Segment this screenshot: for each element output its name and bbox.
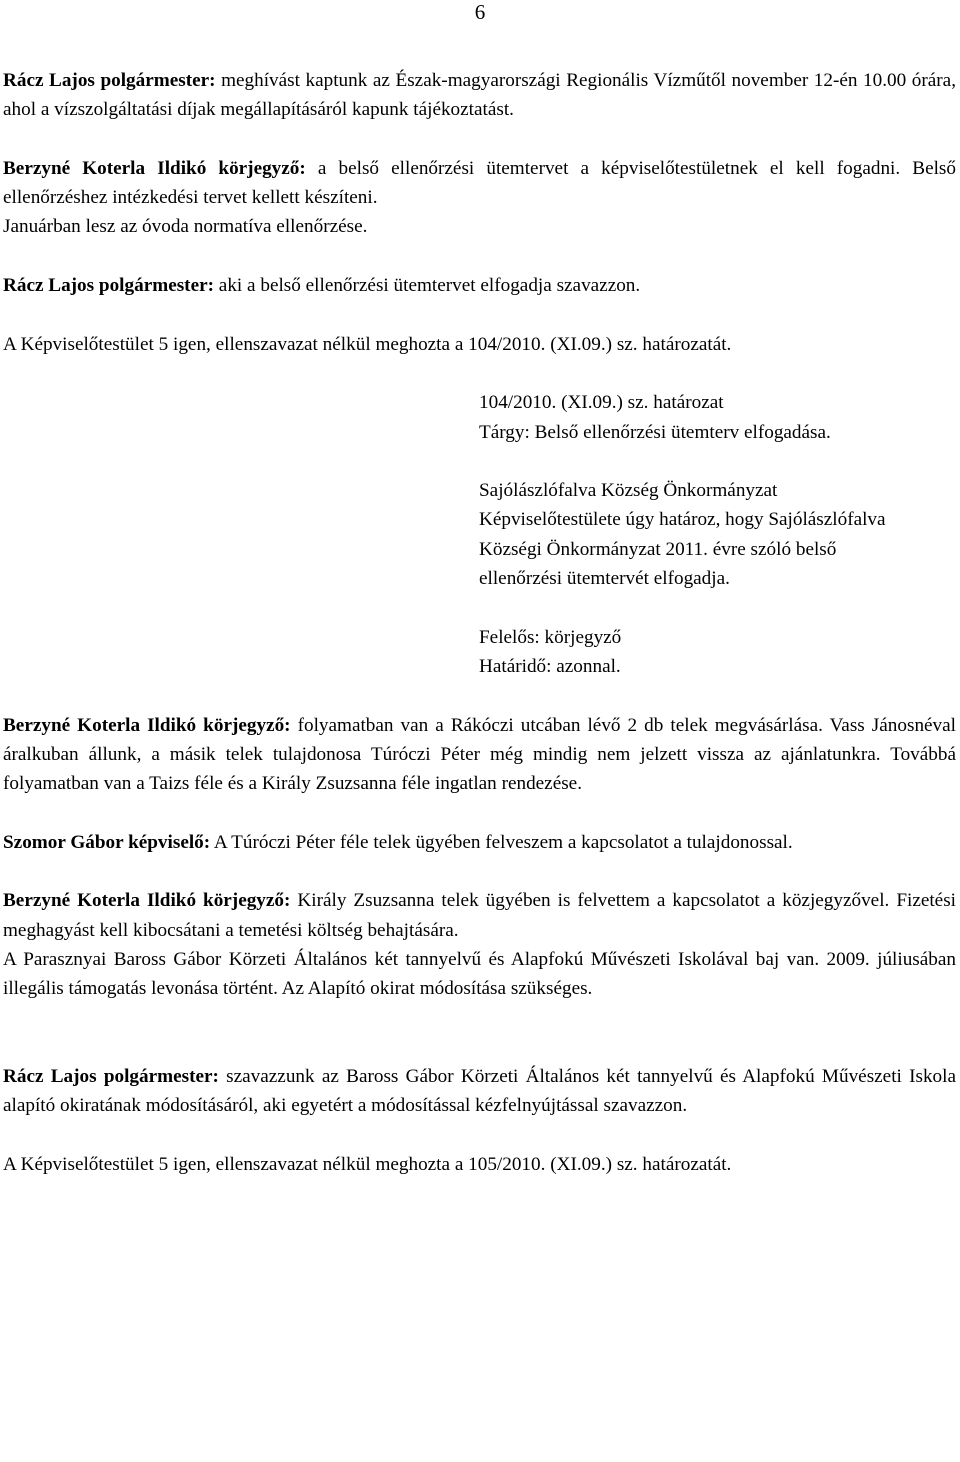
paragraph-mayor-school-vote [3,1062,956,1121]
paragraph-notary-notary-public [3,886,956,945]
speaker-name: Rácz Lajos polgármester: [3,1066,219,1088]
paragraph-councillor-contact [3,828,956,857]
paragraph-school-issue: A Parasznyai Baross Gábor Körzeti Általános két tannyelvű és Alapfokú Művészeti Iskolával baj van. 2009. júliusában illegális támogatás levonása történt. Az Alapító okirat módosítása szükséges. [3,948,956,1000]
resolution-body: Sajólászlófalva Község Önkormányzat Képviselőtestülete úgy határoz, hogy Sajólászlófalva Községi Önkormányzat 2011. évre szóló belső ellenőrzési ütemtervét elfogadja. [479,480,886,590]
paragraph-notary-audit-plan [3,154,956,213]
paragraph-vote-result-105: A Képviselőtestület 5 igen, ellenszavazat nélkül meghozta a 105/2010. (XI.09.) sz. határozatát. [3,1153,732,1175]
spacer [3,300,956,329]
resolution-number: 104/2010. (XI.09.) sz. határozat [479,392,724,414]
paragraph-text: aki a belső ellenőrzési ütemtervet elfogadja szavazzon. [214,275,641,297]
speaker-name: Rácz Lajos polgármester: [3,70,216,91]
spacer [3,681,956,710]
paragraph-text: folyamatban van a Rákóczi utcában lévő 2 db telek megvásárlása. Vass Jánosnéval áralkuban állunk, a másik telek tulajdonosa Túróczi Péter még mindig nem jelzett vissza az ajánlatunkra. Továbbá folyamatban van a Taizs féle és a Király Zsuzsanna féle ingatlan rendezése. [3,714,956,795]
paragraph-mayor-invitation [3,66,956,125]
spacer [479,593,899,622]
paragraph-mayor-vote-call [3,271,956,300]
resolution-block-104 [479,388,899,681]
spacer [3,1033,956,1062]
speaker-name: Berzyné Koterla Ildikó körjegyző: [3,890,291,912]
speaker-name: Berzyné Koterla Ildikó körjegyző: [3,714,291,736]
paragraph-vote-result-104: A Képviselőtestület 5 igen, ellenszavazat nélkül meghozta a 104/2010. (XI.09.) sz. határozatát. [3,333,732,355]
speaker-name: Berzyné Koterla Ildikó körjegyző: [3,157,306,179]
spacer [3,359,956,388]
page-number: 6 [474,0,486,24]
paragraph-kindergarten-audit: Januárban lesz az óvoda normatíva ellenőrzése. [3,216,368,238]
resolution-deadline: Határidő: azonnal. [479,655,621,677]
paragraph-text: a belső ellenőrzési ütemtervet a képviselőtestületnek el kell fogadni. Belső ellenőrzéshez intézkedési tervet kellett készíteni. [3,157,956,209]
paragraph-text: A Túróczi Péter féle telek ügyében felveszem a kapcsolatot a tulajdonossal. [210,831,793,853]
spacer [479,447,899,476]
spacer [3,1004,956,1033]
spacer [3,125,956,154]
paragraph-text: Király Zsuzsanna telek ügyében is felvettem a kapcsolatot a közjegyzővel. Fizetési meghagyást kell kibocsátani a temetési költség behajtására. [3,890,956,941]
paragraph-text: meghívást kaptunk az Észak-magyarországi Regionális Vízműtől november 12-én 10.00 órára, ahol a vízszolgáltatási díjak megállapításáról kapunk tájékoztatást. [3,70,956,121]
spacer [3,1121,956,1150]
resolution-subject: Tárgy: Belső ellenőrzési ütemterv elfogadása. [479,421,831,443]
resolution-responsible: Felelős: körjegyző [479,626,622,648]
spacer [3,798,956,827]
speaker-name: Szomor Gábor képviselő: [3,831,211,853]
minutes-text [3,66,956,1179]
spacer [3,242,956,271]
spacer [3,857,956,886]
paragraph-text: szavazzunk az Baross Gábor Körzeti Általános két tannyelvű és Alapfokú Művészeti Iskola alapító okiratának módosításáról, aki egyetért a módosítással kézfelnyújtással szavazzon. [3,1066,956,1117]
paragraph-notary-plots [3,711,956,799]
speaker-name: Rácz Lajos polgármester: [3,275,214,297]
